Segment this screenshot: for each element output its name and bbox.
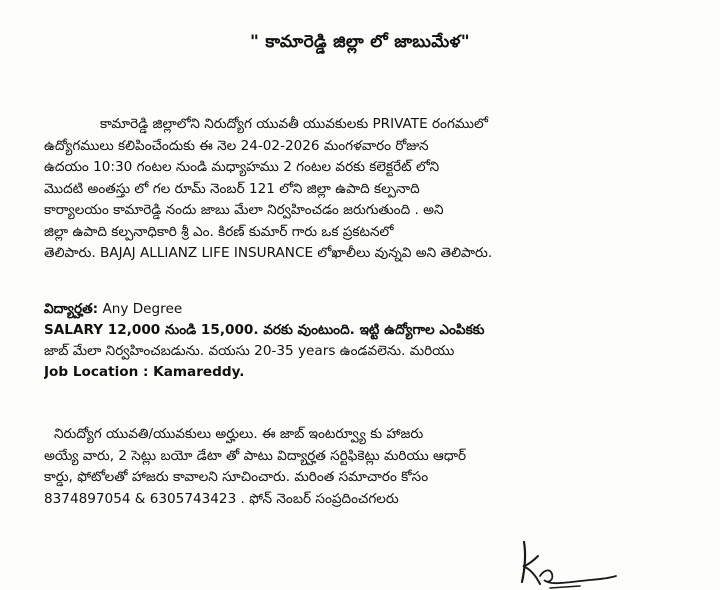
signature-image	[510, 536, 620, 590]
paragraph-line: కార్డు, ఫోటోలతో హాజరు కావాలని సూచించారు. మరింత సమాచారం కోసం	[44, 469, 429, 485]
document-title: " కామారెడ్డి జిల్లా లో జాబుమేళ"	[250, 32, 470, 52]
paragraph-line: కార్యాలయం కామారెడ్డి నందు జాబు మేలా నిర్వహించడం జరుగుతుంది . అని	[44, 202, 444, 218]
paragraph-line: నిరుద్యోగ యువతి/యువకులు అర్హులు. ఈ జాబ్ ఇంటర్వ్యూ కు హాజరు	[54, 426, 424, 442]
paragraph-line: ఉదయం 10:30 గంటల నుండి మధ్యాహము 2 గంటల వరకు కలెక్టరేట్ లోని	[44, 159, 440, 175]
paragraph-instructions	[44, 424, 672, 510]
qualification-label: విద్యార్హత:	[44, 301, 99, 317]
paragraph-line: అయ్యే వారు, 2 సెట్లు బయో డేటా తో పాటు విద్యార్హత సర్టిఫికెట్లు మరియు ఆధార్	[44, 447, 467, 464]
qualification-line	[44, 299, 672, 320]
paragraph-line: ఉద్యోగములు కలిపించేందుకు ఈ నెల 24-02-2026 మంగళవారం రోజున	[44, 137, 429, 154]
paragraph-line: జాబ్ మేలా నిర్వహించబడును. వయసు 20-35 years ఉండవలెను. మరియు	[44, 343, 455, 359]
job-location-line: Job Location : Kamareddy.	[44, 364, 245, 380]
paragraph-line: కామారెడ్డి జిల్లాలోని నిరుద్యోగ యువతీ యువకులకు PRIVATE రంగములో	[100, 116, 488, 132]
paragraph-line: మొదటి అంతస్తు లో గల రూమ్ నెంబర్ 121 లోని జిల్లా ఉపాది కల్పనాది	[44, 180, 420, 197]
paragraph-line: తెలిపారు. BAJAJ ALLIANZ LIFE INSURANCE లోఖాలీలు వున్నవి అని తెలిపారు.	[44, 245, 493, 261]
contact-line: 8374897054 & 6305743423 . ఫోన్ నెంబర్ సంప్రదించగలరు	[44, 490, 399, 507]
paragraph-announcement	[44, 114, 672, 265]
paragraph-job-details	[44, 299, 672, 383]
qualification-value: Any Degree	[102, 301, 183, 317]
salary-line: SALARY 12,000 నుండి 15,000. వరకు వుంటుంది. ఇట్టి ఉద్యోగాల ఎంపికకు	[44, 322, 485, 338]
paragraph-line: జిల్లా ఉపాది కల్పనాధికారి శ్రీ ఎం. కిరణ్ కుమార్ గారు ఒక ప్రకటనలో	[44, 223, 394, 240]
